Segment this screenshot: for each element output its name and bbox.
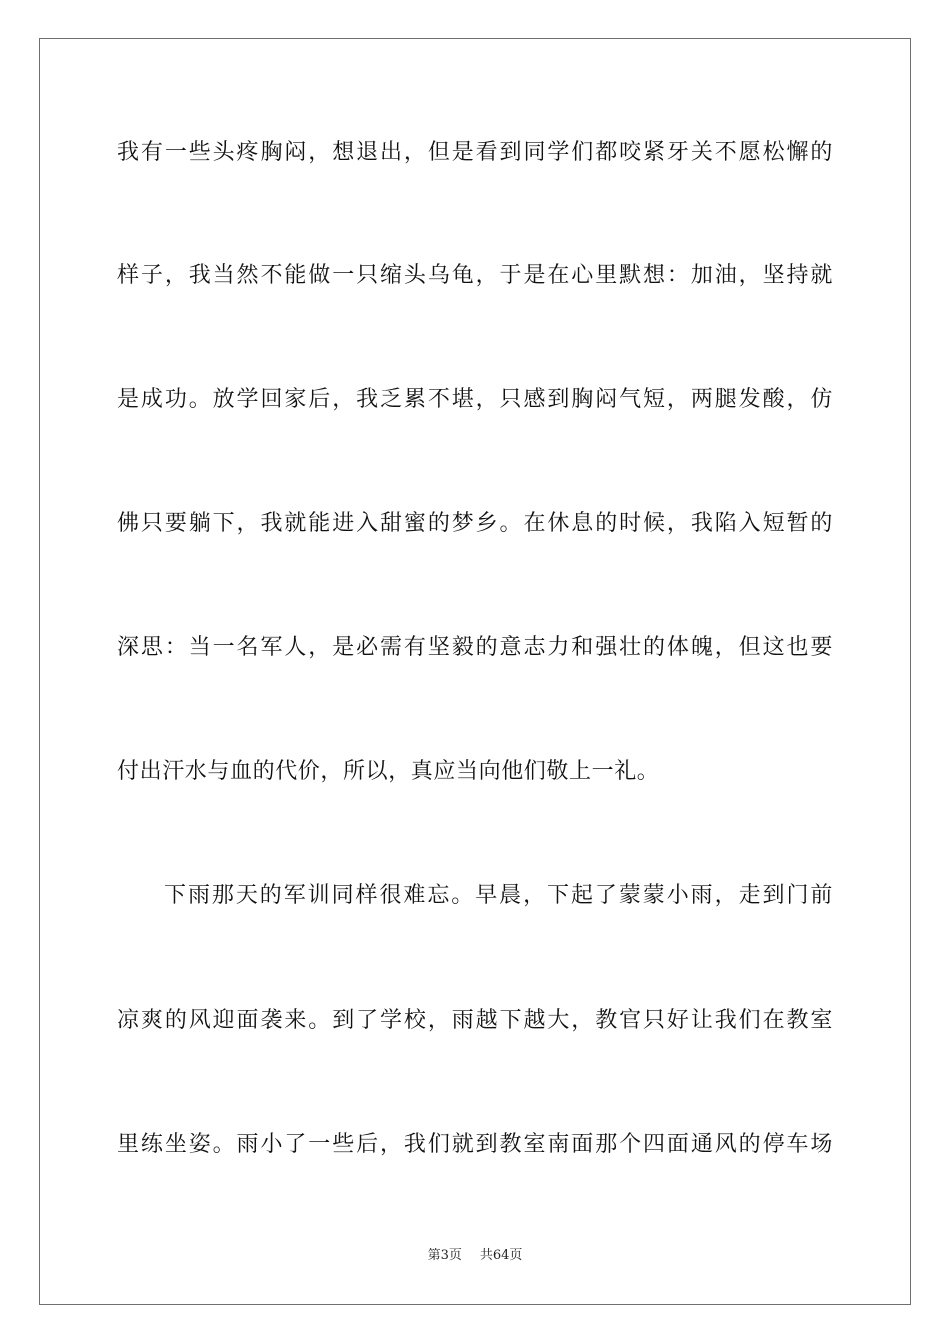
text-line-9: 里练坐姿。雨小了一些后，我们就到教室南面那个四面通风的停车场 (117, 1132, 833, 1157)
text-line-5: 深思：当一名军人，是必需有坚毅的意志力和强壮的体魄，但这也要 (117, 635, 833, 660)
text-line-7: 下雨那天的军训同样很难忘。早晨，下起了蒙蒙小雨，走到门前 (164, 883, 833, 908)
page-border (39, 38, 911, 1305)
text-line-3: 是成功。放学回家后，我乏累不堪，只感到胸闷气短，两腿发酸，仿 (117, 387, 833, 412)
text-line-8: 凉爽的风迎面袭来。到了学校，雨越下越大，教官只好让我们在教室 (117, 1008, 833, 1033)
page-footer (0, 1248, 950, 1264)
page-total: 共64页 (479, 1248, 523, 1263)
text-line-6: 付出汗水与血的代价，所以，真应当向他们敬上一礼。 (117, 759, 660, 784)
text-line-4: 佛只要躺下，我就能进入甜蜜的梦乡。在休息的时候，我陷入短暂的 (117, 511, 833, 536)
page-number: 第3页 (427, 1248, 462, 1263)
text-line-1: 我有一些头疼胸闷，想退出，但是看到同学们都咬紧牙关不愿松懈的 (117, 140, 833, 165)
text-line-2: 样子，我当然不能做一只缩头乌龟，于是在心里默想：加油，坚持就 (117, 263, 833, 288)
